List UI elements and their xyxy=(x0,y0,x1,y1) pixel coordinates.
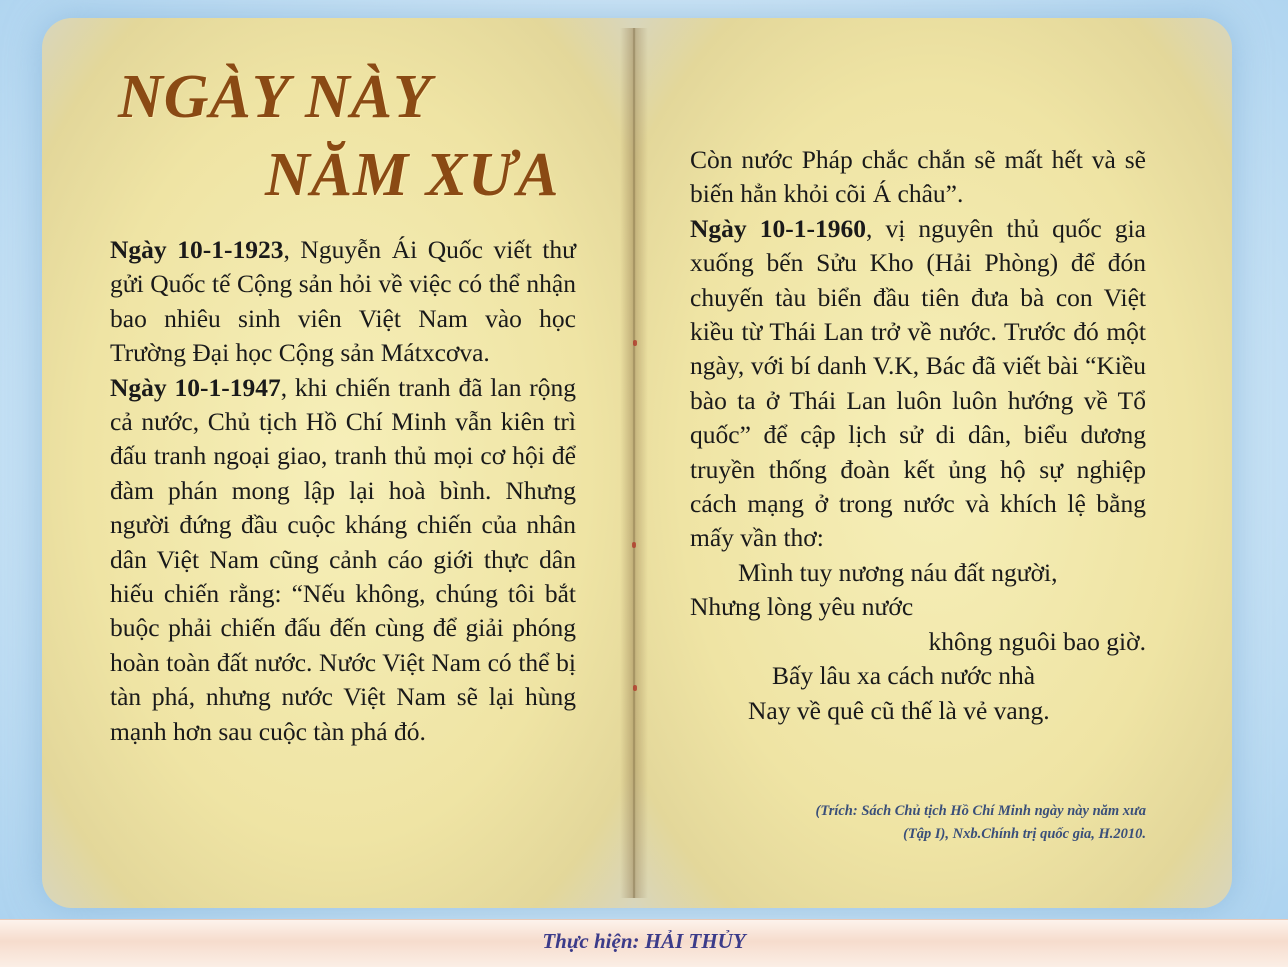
source-citation xyxy=(626,800,1146,846)
entry-1947 xyxy=(110,371,576,749)
entry-1923 xyxy=(110,233,576,371)
source-line-1: (Trích: Sách Chủ tịch Hồ Chí Minh ngày này năm xưa xyxy=(815,803,1146,819)
poem-line: Bấy lâu xa cách nước nhà xyxy=(772,661,1036,691)
footer-credit: Thực hiện: HẢI THỦY xyxy=(542,929,746,953)
page-mark xyxy=(633,340,637,346)
book-spine xyxy=(620,28,648,898)
right-column-text xyxy=(690,143,1146,728)
entry-text: , Nguyễn Ái Quốc viết thư gửi Quốc tế Cộng sản hỏi về việc có thể nhận bao nhiêu sinh viên Việt Nam vào học Trường Đại học Cộng sản Mátxcơva. xyxy=(110,235,576,368)
entry-date: Ngày 10-1-1947 xyxy=(110,372,281,402)
poem-line: không nguôi bao giờ. xyxy=(928,626,1146,656)
poem xyxy=(690,556,1146,728)
poem-line: Nhưng lòng yêu nước xyxy=(690,592,914,622)
entry-text: , khi chiến tranh đã lan rộng cả nước, Chủ tịch Hồ Chí Minh vẫn kiên trì đấu tranh ngoại giao, tranh thủ mọi cơ hội để đàm phán mong lập lại hoà bình. Nhưng người đứng đầu cuộc kháng chiến của nhân dân Việt Nam cũng cảnh cáo giới thực dân hiếu chiến rằng: “Nếu không, chúng tôi bắt buộc phải chiến đấu đến cùng để giải phóng hoàn toàn đất nước. Nước Việt Nam có thể bị tàn phá, nhưng nước Việt Nam sẽ lại hùng mạnh hơn sau cuộc tàn phá đó. xyxy=(110,372,576,746)
source-line-2: (Tập I), Nxb.Chính trị quốc gia, H.2010. xyxy=(903,826,1146,842)
entry-date: Ngày 10-1-1923 xyxy=(110,235,284,264)
entry-text: , vị nguyên thủ quốc gia xuống bến Sửu Kho (Hải Phòng) để đón chuyến tàu biển đầu tiên đưa bà con Việt kiều từ Thái Lan trở về nước. Trước đó một ngày, với bí danh V.K, Bác đã viết bài “Kiều bào ta ở Thái Lan luôn luôn hướng về Tổ quốc” để cập lịch sử di dân, biểu dương truyền thống đoàn kết ủng hộ sự nghiệp cách mạng ở trong nước và khích lệ bằng mấy vần thơ: xyxy=(690,213,1146,553)
continuation-text: Còn nước Pháp chắc chắn sẽ mất hết và sẽ biến hẳn khỏi cõi Á châu”. xyxy=(690,145,1146,209)
page-mark xyxy=(633,685,637,691)
title-line-2: NĂM XƯA xyxy=(265,141,560,209)
poem-line: Mình tuy nương náu đất người, xyxy=(738,557,1058,587)
poem-line: Nay về quê cũ thế là vẻ vang. xyxy=(748,695,1050,725)
left-column-text xyxy=(110,233,576,749)
page-mark xyxy=(632,542,636,548)
title-line-1: NGÀY NÀY xyxy=(118,63,432,131)
entry-date: Ngày 10-1-1960 xyxy=(690,213,866,243)
entry-1960 xyxy=(690,212,1146,556)
